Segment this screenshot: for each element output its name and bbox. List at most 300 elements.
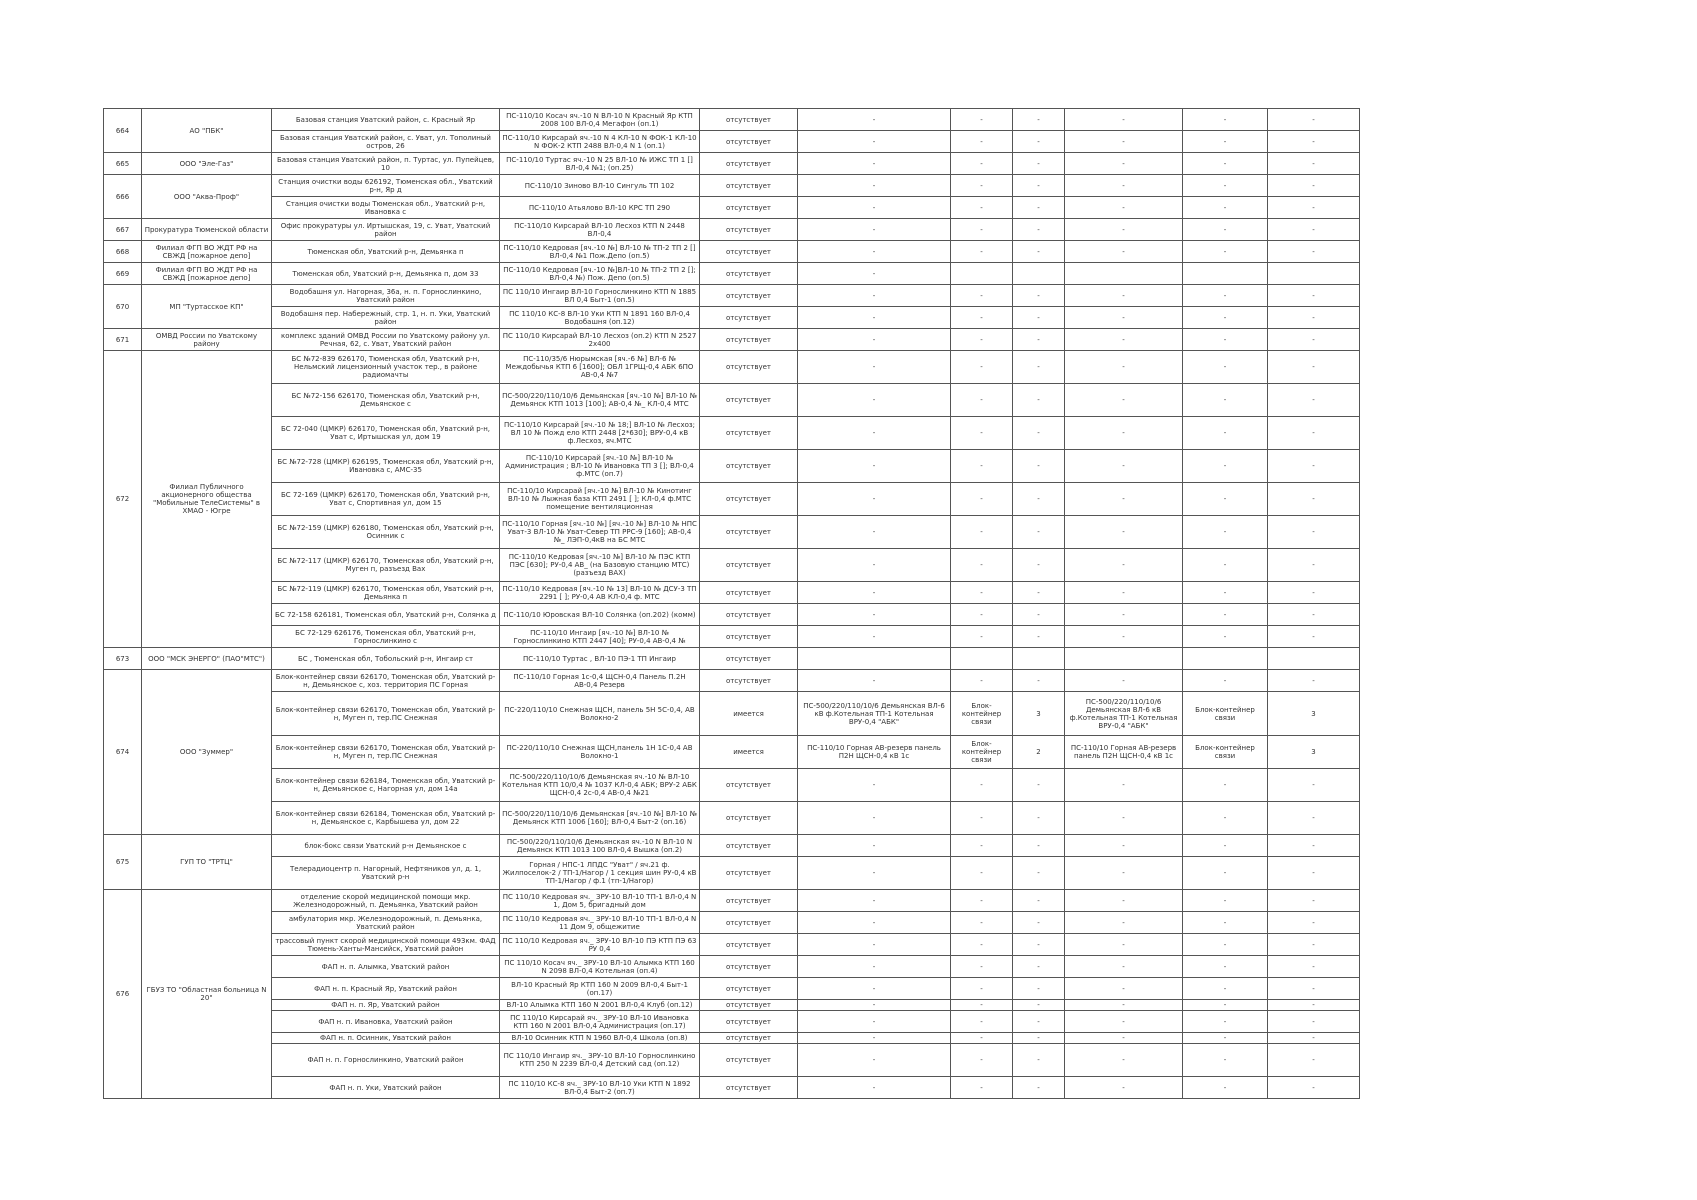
address-cell: Базовая станция Уватский район, с. Красный Яр	[272, 109, 500, 131]
reserve-category-cell: -	[1013, 307, 1065, 329]
alt-category-cell: -	[1268, 1000, 1360, 1011]
table-row	[104, 241, 1360, 263]
alt-category-cell: -	[1268, 384, 1360, 417]
table-row	[104, 131, 1360, 153]
supply-line-cell: ПС-110/10 Кедровая [яч.-10 №] ВЛ-10 № ПЭС КТП ПЭС [630]; РУ-0,4 АВ_ (на Базовую станцию МТС) (разъезд ВАХ)	[500, 549, 700, 582]
alt-category-cell: -	[1268, 582, 1360, 604]
alt-object-cell: -	[1183, 109, 1268, 131]
alt-object-cell: -	[1183, 582, 1268, 604]
address-cell: отделение скорой медицинской помощи мкр. Железнодорожный, п. Демьянка, Уватский район	[272, 890, 500, 912]
table-row	[104, 978, 1360, 1000]
reserve-object-cell: -	[951, 978, 1013, 1000]
status-cell: отсутствует	[700, 175, 798, 197]
reserve-category-cell: -	[1013, 857, 1065, 890]
reserve-object-cell: -	[951, 956, 1013, 978]
alt-category-cell: -	[1268, 285, 1360, 307]
row-number-cell: 673	[104, 648, 142, 670]
alt-object-cell: -	[1183, 1033, 1268, 1044]
table-row	[104, 175, 1360, 197]
address-cell: Тюменская обл, Уватский р-н, Демьянка п, дом 33	[272, 263, 500, 285]
table-row	[104, 307, 1360, 329]
address-cell: ФАП н. п. Уки, Уватский район	[272, 1077, 500, 1099]
alt-source-cell: -	[1065, 582, 1183, 604]
table-row	[104, 483, 1360, 516]
alt-source-cell: -	[1065, 626, 1183, 648]
reserve-source-cell: -	[798, 890, 951, 912]
reserve-source-cell: -	[798, 175, 951, 197]
status-cell: отсутствует	[700, 582, 798, 604]
table-row	[104, 1077, 1360, 1099]
status-cell: отсутствует	[700, 351, 798, 384]
status-cell: отсутствует	[700, 604, 798, 626]
reserve-object-cell: -	[951, 626, 1013, 648]
supply-line-cell: ПС-110/10 Зиново ВЛ-10 Сингуль ТП 102	[500, 175, 700, 197]
address-cell: ФАП н. п. Алымка, Уватский район	[272, 956, 500, 978]
reserve-source-cell: -	[798, 934, 951, 956]
alt-source-cell: -	[1065, 1000, 1183, 1011]
reserve-category-cell: -	[1013, 1000, 1065, 1011]
status-cell: отсутствует	[700, 857, 798, 890]
alt-source-cell: -	[1065, 769, 1183, 802]
reserve-source-cell: -	[798, 626, 951, 648]
alt-category-cell: -	[1268, 241, 1360, 263]
alt-object-cell: -	[1183, 934, 1268, 956]
alt-object-cell: -	[1183, 802, 1268, 835]
status-cell: отсутствует	[700, 549, 798, 582]
alt-source-cell: ПС-500/220/110/10/6 Демьянская ВЛ-6 кВ ф.Котельная ТП-1 Котельная ВРУ-0,4 "АБК"	[1065, 692, 1183, 736]
address-cell: Блок-контейнер связи 626184, Тюменская обл, Уватский р-н, Демьянское с, Карбышева ул, дом 22	[272, 802, 500, 835]
alt-object-cell	[1183, 648, 1268, 670]
status-cell: отсутствует	[700, 131, 798, 153]
alt-object-cell: -	[1183, 670, 1268, 692]
status-cell: имеется	[700, 692, 798, 736]
reserve-source-cell: -	[798, 1077, 951, 1099]
reserve-object-cell: -	[951, 307, 1013, 329]
status-cell: отсутствует	[700, 241, 798, 263]
reserve-object-cell: -	[951, 912, 1013, 934]
reserve-object-cell: -	[951, 241, 1013, 263]
address-cell: ФАП н. п. Горнослинкино, Уватский район	[272, 1044, 500, 1077]
alt-source-cell: -	[1065, 153, 1183, 175]
reserve-source-cell: -	[798, 1000, 951, 1011]
reserve-source-cell: ПС-110/10 Горная АВ-резерв панель П2Н ЩСН-0,4 кВ 1с	[798, 736, 951, 769]
alt-category-cell: -	[1268, 153, 1360, 175]
reserve-category-cell: -	[1013, 626, 1065, 648]
alt-object-cell: -	[1183, 483, 1268, 516]
reserve-category-cell: -	[1013, 329, 1065, 351]
supply-line-cell: ПС 110/10 Кедровая яч._ ЗРУ-10 ВЛ-10 ПЭ КТП ПЭ 63 РУ 0,4	[500, 934, 700, 956]
alt-source-cell: -	[1065, 934, 1183, 956]
alt-object-cell: -	[1183, 1011, 1268, 1033]
reserve-source-cell: -	[798, 329, 951, 351]
reserve-category-cell	[1013, 648, 1065, 670]
alt-source-cell: -	[1065, 307, 1183, 329]
status-cell: отсутствует	[700, 890, 798, 912]
alt-object-cell: -	[1183, 175, 1268, 197]
supply-line-cell: ПС-500/220/110/10/6 Демьянская [яч.-10 №] ВЛ-10 № Демьянск КТП 1006 [160]; ВЛ-0,4 Быт-2 (оп.16)	[500, 802, 700, 835]
reserve-source-cell: ПС-500/220/110/10/6 Демьянская ВЛ-6 кВ ф.Котельная ТП-1 Котельная ВРУ-0,4 "АБК"	[798, 692, 951, 736]
alt-category-cell: -	[1268, 626, 1360, 648]
alt-source-cell: -	[1065, 956, 1183, 978]
table-row	[104, 153, 1360, 175]
alt-category-cell: -	[1268, 769, 1360, 802]
reserve-object-cell: -	[951, 417, 1013, 450]
alt-source-cell: -	[1065, 131, 1183, 153]
alt-source-cell: -	[1065, 1044, 1183, 1077]
address-cell: Водобашня пер. Набережный, стр. 1, н. п. Уки, Уватский район	[272, 307, 500, 329]
status-cell: отсутствует	[700, 978, 798, 1000]
alt-object-cell: -	[1183, 285, 1268, 307]
reserve-object-cell: -	[951, 219, 1013, 241]
organization-cell: ООО "Аква-Проф"	[142, 175, 272, 219]
alt-source-cell: -	[1065, 604, 1183, 626]
reserve-source-cell: -	[798, 956, 951, 978]
alt-object-cell: -	[1183, 131, 1268, 153]
status-cell: отсутствует	[700, 263, 798, 285]
alt-object-cell: Блок-контейнер связи	[1183, 736, 1268, 769]
status-cell: отсутствует	[700, 1044, 798, 1077]
status-cell: отсутствует	[700, 329, 798, 351]
alt-object-cell: -	[1183, 1044, 1268, 1077]
supply-line-cell: ПС 110/10 КС-8 ВЛ-10 Уки КТП N 1891 160 ВЛ-0,4 Водобашня (оп.12)	[500, 307, 700, 329]
table-row	[104, 384, 1360, 417]
reserve-object-cell: Блок-контейнер связи	[951, 692, 1013, 736]
reserve-source-cell: -	[798, 197, 951, 219]
address-cell: Офис прокуратуры ул. Иртышская, 19, с. Уват, Уватский район	[272, 219, 500, 241]
alt-source-cell: -	[1065, 417, 1183, 450]
alt-object-cell: -	[1183, 384, 1268, 417]
supply-line-cell: ПС-500/220/110/10/6 Демьянская яч.-10 № ВЛ-10 Котельная КТП 10/0,4 № 1037 КЛ-0,4 АБК; ВРУ-2 АБК ЩСН-0,4 2с-0,4 АВ-0,4 №21	[500, 769, 700, 802]
supply-line-cell: ВЛ-10 Красный Яр КТП 160 N 2009 ВЛ-0,4 Быт-1 (оп.17)	[500, 978, 700, 1000]
alt-source-cell: -	[1065, 857, 1183, 890]
supply-line-cell: ПС-110/10 Ингаир [яч.-10 №] ВЛ-10 № Горнослинкино КТП 2447 [40]; РУ-0,4 АВ-0,4 №	[500, 626, 700, 648]
alt-object-cell: -	[1183, 329, 1268, 351]
reserve-category-cell: -	[1013, 604, 1065, 626]
status-cell: отсутствует	[700, 1000, 798, 1011]
alt-source-cell: -	[1065, 835, 1183, 857]
reserve-source-cell: -	[798, 1033, 951, 1044]
supply-line-cell: ПС-110/10 Атьялово ВЛ-10 КРС ТП 290	[500, 197, 700, 219]
table-row	[104, 736, 1360, 769]
table-row	[104, 648, 1360, 670]
address-cell: Блок-контейнер связи 626170, Тюменская обл, Уватский р-н, Демьянское с, хоз. территория ПС Горная	[272, 670, 500, 692]
row-number-cell: 665	[104, 153, 142, 175]
address-cell: ФАП н. п. Ивановка, Уватский район	[272, 1011, 500, 1033]
table-row	[104, 219, 1360, 241]
table-row	[104, 890, 1360, 912]
alt-object-cell: -	[1183, 912, 1268, 934]
address-cell: БС 72-129 626176, Тюменская обл, Уватский р-н, Горнослинкино с	[272, 626, 500, 648]
row-number-cell: 676	[104, 890, 142, 1099]
table-row	[104, 549, 1360, 582]
reserve-object-cell: -	[951, 1077, 1013, 1099]
reserve-object-cell: -	[951, 175, 1013, 197]
reserve-source-cell: -	[798, 1011, 951, 1033]
address-cell: БС , Тюменская обл, Тобольский р-н, Ингаир ст	[272, 648, 500, 670]
table-row	[104, 934, 1360, 956]
reserve-category-cell: -	[1013, 802, 1065, 835]
alt-category-cell	[1268, 263, 1360, 285]
address-cell: БС №72-159 (ЦМКР) 626180, Тюменская обл, Уватский р-н, Осинник с	[272, 516, 500, 549]
reserve-object-cell: -	[951, 450, 1013, 483]
supply-line-cell: ПС-220/110/10 Снежная ЩСН, панель 5Н 5С-0,4, АВ Волокно-2	[500, 692, 700, 736]
status-cell: отсутствует	[700, 219, 798, 241]
status-cell: отсутствует	[700, 934, 798, 956]
reserve-source-cell: -	[798, 516, 951, 549]
reserve-category-cell: -	[1013, 153, 1065, 175]
reserve-source-cell: -	[798, 604, 951, 626]
table-row	[104, 417, 1360, 450]
reserve-source-cell: -	[798, 857, 951, 890]
supply-line-cell: ПС-110/10 Кирсарай яч.-10 N 4 КЛ-10 N ФОК-1 КЛ-10 N ФОК-2 КТП 2488 ВЛ-0,4 N 1 (оп.1)	[500, 131, 700, 153]
alt-category-cell: -	[1268, 219, 1360, 241]
reserve-source-cell: -	[798, 1044, 951, 1077]
supply-line-cell: ПС-500/220/110/10/6 Демьянская [яч.-10 №] ВЛ-10 № Демьянск КТП 1013 [100]; АВ-0,4 №_ КЛ-0,4 МТС	[500, 384, 700, 417]
supply-line-cell: ПС-110/10 Туртас яч.-10 N 25 ВЛ-10 № ИЖС ТП 1 [] ВЛ-0,4 №1; (оп.25)	[500, 153, 700, 175]
alt-source-cell: -	[1065, 1011, 1183, 1033]
alt-category-cell: -	[1268, 483, 1360, 516]
reserve-object-cell: -	[951, 1033, 1013, 1044]
supply-line-cell: ВЛ-10 Осинник КТП N 1960 ВЛ-0,4 Школа (оп.8)	[500, 1033, 700, 1044]
reserve-category-cell: -	[1013, 978, 1065, 1000]
alt-source-cell	[1065, 648, 1183, 670]
address-cell: Телерадиоцентр п. Нагорный, Нефтяников ул, д. 1, Уватский р-н	[272, 857, 500, 890]
table-row	[104, 912, 1360, 934]
reserve-source-cell: -	[798, 384, 951, 417]
supply-line-cell: ПС-110/10 Кедровая [яч.-10 № 13] ВЛ-10 № ДСУ-3 ТП 2291 [ ]; РУ-0,4 АВ КЛ-0,4 ф. МТС	[500, 582, 700, 604]
reserve-category-cell: -	[1013, 582, 1065, 604]
status-cell: отсутствует	[700, 835, 798, 857]
alt-object-cell: -	[1183, 516, 1268, 549]
address-cell: амбулатория мкр. Железнодорожный, п. Демьянка, Уватский район	[272, 912, 500, 934]
table-row	[104, 351, 1360, 384]
alt-source-cell: -	[1065, 329, 1183, 351]
row-number-cell: 671	[104, 329, 142, 351]
reserve-source-cell: -	[798, 263, 951, 285]
reserve-source-cell: -	[798, 835, 951, 857]
organization-cell: ООО "Зуммер"	[142, 670, 272, 835]
status-cell: отсутствует	[700, 153, 798, 175]
alt-category-cell: -	[1268, 912, 1360, 934]
address-cell: Базовая станция Уватский район, с. Уват, ул. Тополиный остров, 26	[272, 131, 500, 153]
reserve-category-cell: -	[1013, 351, 1065, 384]
alt-object-cell: -	[1183, 450, 1268, 483]
supply-line-cell: ВЛ-10 Алымка КТП 160 N 2001 ВЛ-0,4 Клуб (оп.12)	[500, 1000, 700, 1011]
supply-line-cell: ПС-110/10 Кирсарай [яч.-10 №] ВЛ-10 № Кинотинг ВЛ-10 № Лыжная база КТП 2491 [ ]; КЛ-0,4 ф.МТС помещение вентиляционная	[500, 483, 700, 516]
alt-category-cell	[1268, 648, 1360, 670]
address-cell: трассовый пункт скорой медицинской помощи 493км. ФАД Тюмень-Ханты-Мансийск, Уватский район	[272, 934, 500, 956]
alt-object-cell: -	[1183, 417, 1268, 450]
reserve-category-cell: -	[1013, 516, 1065, 549]
reserve-category-cell: 3	[1013, 692, 1065, 736]
address-cell: Базовая станция Уватский район, п. Туртас, ул. Пупейцев, 10	[272, 153, 500, 175]
reserve-source-cell: -	[798, 417, 951, 450]
status-cell: отсутствует	[700, 912, 798, 934]
reserve-category-cell: -	[1013, 912, 1065, 934]
alt-category-cell: -	[1268, 835, 1360, 857]
reserve-object-cell: -	[951, 197, 1013, 219]
reserve-category-cell: -	[1013, 549, 1065, 582]
alt-category-cell: -	[1268, 978, 1360, 1000]
supply-line-cell: ПС 110/10 Косач яч._ ЗРУ-10 ВЛ-10 Алымка КТП 160 N 2098 ВЛ-0,4 Котельная (оп.4)	[500, 956, 700, 978]
alt-category-cell: -	[1268, 802, 1360, 835]
alt-category-cell: -	[1268, 1011, 1360, 1033]
status-cell: отсутствует	[700, 417, 798, 450]
supply-line-cell: ПС-110/10 Кирсарай ВЛ-10 Лесхоз КТП N 2448 ВЛ-0,4	[500, 219, 700, 241]
reserve-category-cell: -	[1013, 1011, 1065, 1033]
alt-category-cell: -	[1268, 131, 1360, 153]
reserve-object-cell: -	[951, 802, 1013, 835]
alt-object-cell: -	[1183, 978, 1268, 1000]
table-row	[104, 956, 1360, 978]
organization-cell: ГУП ТО "ТРТЦ"	[142, 835, 272, 890]
alt-object-cell: -	[1183, 835, 1268, 857]
table-row	[104, 582, 1360, 604]
alt-source-cell: -	[1065, 241, 1183, 263]
alt-category-cell: -	[1268, 1077, 1360, 1099]
supply-line-cell: ПС-110/10 Кирсарай [яч.-10 №] ВЛ-10 № Администрация ; ВЛ-10 № Ивановка ТП 3 []; ВЛ-0,4 ф.МТС (оп.7)	[500, 450, 700, 483]
table-row	[104, 1044, 1360, 1077]
address-cell: БС 72-158 626181, Тюменская обл, Уватский р-н, Солянка д	[272, 604, 500, 626]
status-cell: отсутствует	[700, 109, 798, 131]
table-row	[104, 109, 1360, 131]
status-cell: отсутствует	[700, 450, 798, 483]
data-table	[103, 108, 1360, 1099]
supply-line-cell: ПС 110/10 Кирсарай ВЛ-10 Лесхоз (оп.2) КТП N 2527 2х400	[500, 329, 700, 351]
supply-line-cell: ПС-110/10 Туртас , ВЛ-10 ПЭ-1 ТП Ингаир	[500, 648, 700, 670]
reserve-source-cell: -	[798, 219, 951, 241]
address-cell: ФАП н. п. Красный Яр, Уватский район	[272, 978, 500, 1000]
address-cell: Водобашня ул. Нагорная, 36а, н. п. Горнослинкино, Уватский район	[272, 285, 500, 307]
address-cell: блок-бокс связи Уватский р-н Демьянское с	[272, 835, 500, 857]
row-number-cell: 664	[104, 109, 142, 153]
table-row	[104, 197, 1360, 219]
address-cell: БС №72-117 (ЦМКР) 626170, Тюменская обл, Уватский р-н, Муген п, разъезд Вах	[272, 549, 500, 582]
alt-category-cell: -	[1268, 934, 1360, 956]
status-cell: отсутствует	[700, 384, 798, 417]
table-row	[104, 604, 1360, 626]
address-cell: ФАП н. п. Осинник, Уватский район	[272, 1033, 500, 1044]
reserve-object-cell: -	[951, 109, 1013, 131]
reserve-object-cell: -	[951, 934, 1013, 956]
reserve-source-cell: -	[798, 769, 951, 802]
alt-object-cell: -	[1183, 153, 1268, 175]
status-cell: отсутствует	[700, 802, 798, 835]
status-cell: отсутствует	[700, 1077, 798, 1099]
reserve-category-cell: -	[1013, 835, 1065, 857]
status-cell: отсутствует	[700, 285, 798, 307]
alt-category-cell: -	[1268, 175, 1360, 197]
supply-line-cell: ПС-110/10 Кедровая [яч.-10 №]ВЛ-10 № ТП-2 ТП 2 []; ВЛ-0,4 №) Пож. Депо (оп.5)	[500, 263, 700, 285]
table-row	[104, 516, 1360, 549]
organization-cell: ООО "Эле-Газ"	[142, 153, 272, 175]
supply-line-cell: ПС 110/10 Ингаир ВЛ-10 Горнослинкино КТП N 1885 ВЛ 0,4 Быт-1 (оп.5)	[500, 285, 700, 307]
alt-object-cell: -	[1183, 956, 1268, 978]
table-row	[104, 857, 1360, 890]
status-cell: отсутствует	[700, 516, 798, 549]
organization-cell: Филиал Публичного акционерного общества "Мобильные ТелеСистемы" в ХМАО - Югре	[142, 351, 272, 648]
alt-category-cell: -	[1268, 1033, 1360, 1044]
status-cell: отсутствует	[700, 769, 798, 802]
alt-source-cell: -	[1065, 549, 1183, 582]
reserve-source-cell: -	[798, 241, 951, 263]
status-cell: имеется	[700, 736, 798, 769]
status-cell: отсутствует	[700, 1011, 798, 1033]
address-cell: Блок-контейнер связи 626184, Тюменская обл, Уватский р-н, Демьянское с, Нагорная ул, дом 14а	[272, 769, 500, 802]
supply-line-cell: ПС-110/10 Косач яч.-10 N ВЛ-10 N Красный Яр КТП 2008 100 ВЛ-0,4 Мегафон (оп.1)	[500, 109, 700, 131]
address-cell: Станция очистки воды 626192, Тюменская обл., Уватский р-н, Яр д	[272, 175, 500, 197]
alt-category-cell: 3	[1268, 692, 1360, 736]
status-cell: отсутствует	[700, 307, 798, 329]
reserve-category-cell: 2	[1013, 736, 1065, 769]
reserve-object-cell: -	[951, 890, 1013, 912]
supply-line-cell: ПС 110/10 КС-8 яч._ ЗРУ-10 ВЛ-10 Уки КТП N 1892 ВЛ-0,4 Быт-2 (оп.7)	[500, 1077, 700, 1099]
alt-category-cell: -	[1268, 351, 1360, 384]
row-number-cell: 666	[104, 175, 142, 219]
reserve-object-cell: -	[951, 549, 1013, 582]
reserve-source-cell	[798, 648, 951, 670]
address-cell: БС №72-119 (ЦМКР) 626170, Тюменская обл, Уватский р-н, Демьянка п	[272, 582, 500, 604]
reserve-category-cell: -	[1013, 1077, 1065, 1099]
address-cell: комплекс зданий ОМВД России по Уватскому району ул. Речная, 62, с. Уват, Уватский район	[272, 329, 500, 351]
organization-cell: АО "ПБК"	[142, 109, 272, 153]
reserve-source-cell: -	[798, 582, 951, 604]
alt-object-cell: -	[1183, 351, 1268, 384]
supply-line-cell: ПС-110/10 Горная 1с-0,4 ЩСН-0,4 Панель П.2Н АВ-0,4 Резерв	[500, 670, 700, 692]
alt-source-cell: -	[1065, 450, 1183, 483]
reserve-category-cell: -	[1013, 197, 1065, 219]
alt-object-cell: -	[1183, 241, 1268, 263]
alt-source-cell: -	[1065, 912, 1183, 934]
address-cell: ФАП н. п. Яр, Уватский район	[272, 1000, 500, 1011]
alt-category-cell: -	[1268, 604, 1360, 626]
alt-source-cell: -	[1065, 1077, 1183, 1099]
reserve-source-cell: -	[798, 285, 951, 307]
table-body	[104, 109, 1360, 1099]
alt-object-cell: -	[1183, 219, 1268, 241]
reserve-category-cell: -	[1013, 934, 1065, 956]
alt-source-cell: -	[1065, 516, 1183, 549]
row-number-cell: 675	[104, 835, 142, 890]
reserve-object-cell: -	[951, 604, 1013, 626]
table-row	[104, 450, 1360, 483]
alt-source-cell	[1065, 263, 1183, 285]
supply-line-cell: ПС-110/10 Кирсарай [яч.-10 № 18;] ВЛ-10 № Лесхоз; ВЛ 10 № Пожд ело КТП 2448 [2*630]; ВРУ-0,4 кВ ф.Лесхоз, яч.МТС	[500, 417, 700, 450]
alt-object-cell: -	[1183, 769, 1268, 802]
alt-category-cell: -	[1268, 109, 1360, 131]
supply-line-cell: ПС-110/35/6 Нюрымская [яч.-6 №] ВЛ-6 № Междобычья КТП 6 [1600]; ОБЛ 1ГРЩ-0,4 АБК 6ПО АВ-0,4 №7	[500, 351, 700, 384]
alt-source-cell: -	[1065, 384, 1183, 417]
alt-source-cell: -	[1065, 890, 1183, 912]
address-cell: Блок-контейнер связи 626170, Тюменская обл, Уватский р-н, Муген п, тер.ПС Снежная	[272, 692, 500, 736]
alt-category-cell: -	[1268, 956, 1360, 978]
alt-object-cell: -	[1183, 604, 1268, 626]
reserve-object-cell: -	[951, 582, 1013, 604]
reserve-object-cell: -	[951, 1011, 1013, 1033]
supply-line-cell: ПС-110/10 Юровская ВЛ-10 Солянка (оп.202) (комм)	[500, 604, 700, 626]
alt-source-cell: -	[1065, 285, 1183, 307]
reserve-object-cell: -	[951, 857, 1013, 890]
alt-source-cell: -	[1065, 219, 1183, 241]
alt-source-cell: -	[1065, 670, 1183, 692]
reserve-category-cell: -	[1013, 175, 1065, 197]
reserve-category-cell: -	[1013, 241, 1065, 263]
status-cell: отсутствует	[700, 1033, 798, 1044]
reserve-object-cell	[951, 648, 1013, 670]
reserve-object-cell: -	[951, 351, 1013, 384]
address-cell: БС 72-169 (ЦМКР) 626170, Тюменская обл, Уватский р-н, Уват с, Спортивная ул, дом 15	[272, 483, 500, 516]
address-cell: Блок-контейнер связи 626170, Тюменская обл, Уватский р-н, Муген п, тер.ПС Снежная	[272, 736, 500, 769]
